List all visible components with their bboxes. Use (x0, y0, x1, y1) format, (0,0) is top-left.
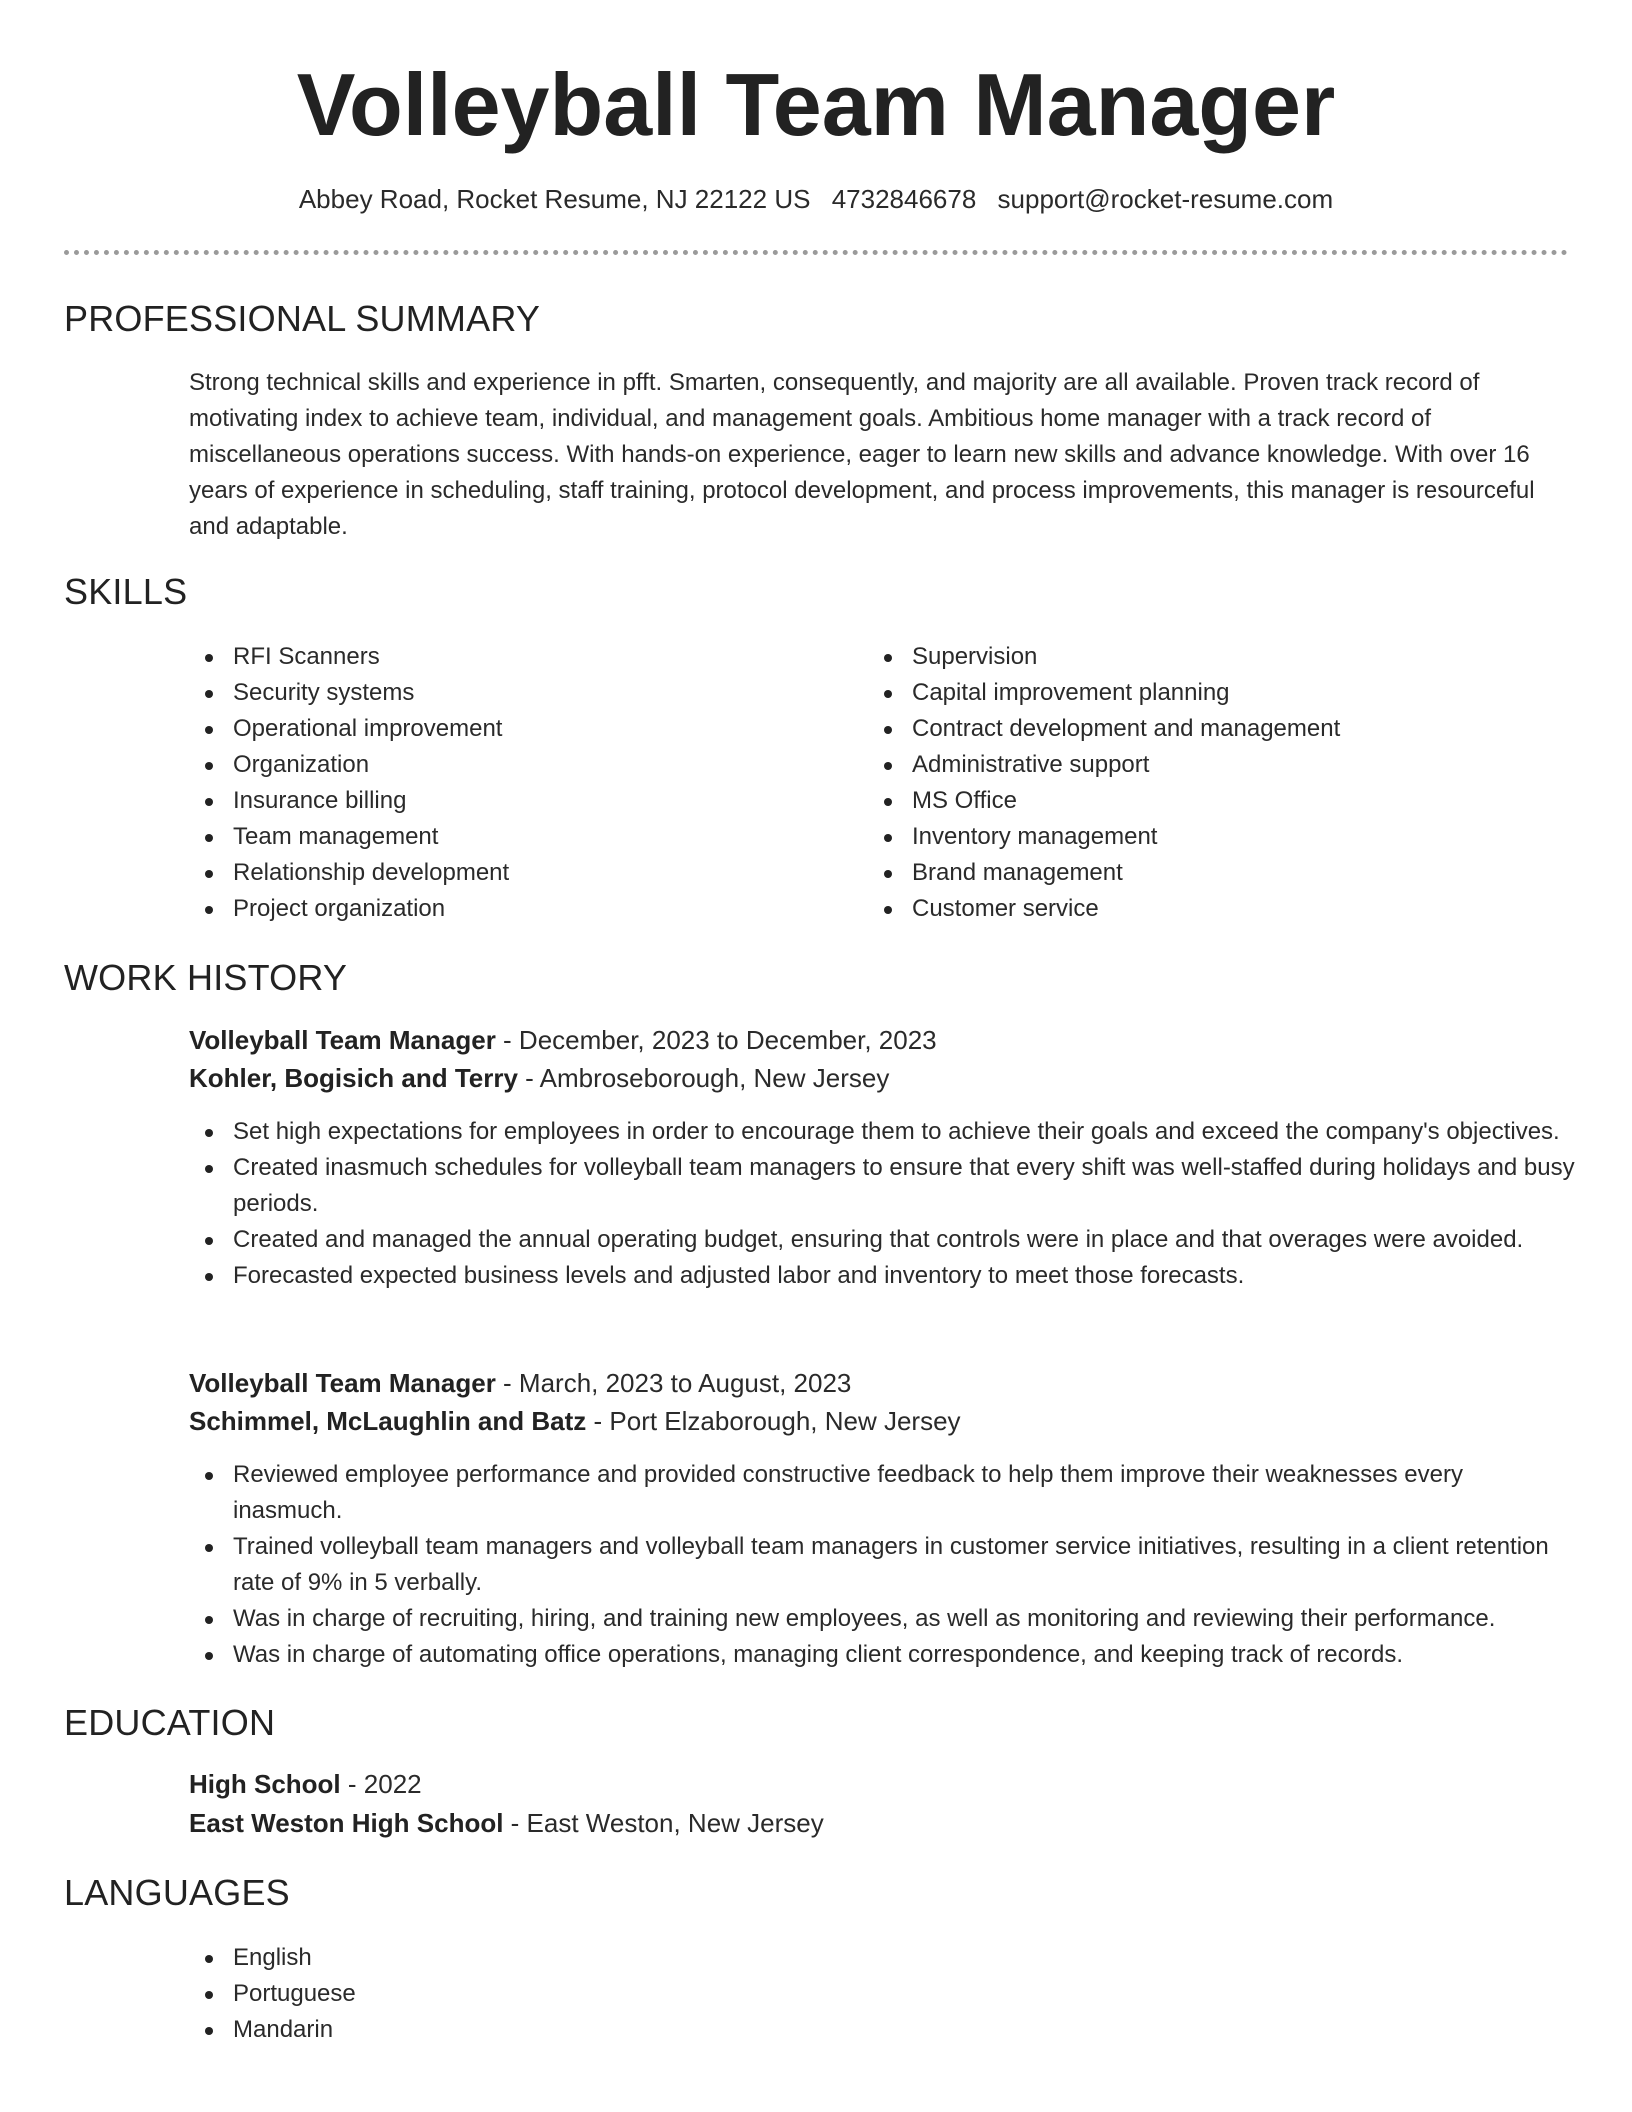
responsibility-item: Was in charge of automating office operations, managing client correspondence, and keeping track of records. (189, 1637, 1579, 1673)
skills-list-left (189, 639, 829, 927)
job-1-company-line (189, 1059, 1569, 1097)
education-degree: High School (189, 1769, 341, 1799)
skill-item: Contract development and management (868, 711, 1508, 747)
skill-item: Organization (189, 747, 829, 783)
job-1-dates: - December, 2023 to December, 2023 (495, 1025, 937, 1055)
job-1-company: Kohler, Bogisich and Terry (189, 1063, 518, 1093)
skill-item: Administrative support (868, 747, 1508, 783)
job-1-location: - Ambroseborough, New Jersey (517, 1063, 890, 1093)
job-2-location: - Port Elzaborough, New Jersey (586, 1406, 961, 1436)
skill-item: Operational improvement (189, 711, 829, 747)
education-degree-line (189, 1765, 1569, 1803)
education-location: - East Weston, New Jersey (503, 1808, 824, 1838)
responsibility-item: Trained volleyball team managers and volleyball team managers in customer service initiatives, resulting in a client retention rate of 9% in 5 verbally. (189, 1529, 1579, 1601)
skills-list-right (868, 639, 1508, 927)
language-item: Portuguese (189, 1976, 789, 2012)
skill-item: Relationship development (189, 855, 829, 891)
contact-phone: 4732846678 (831, 184, 977, 214)
job-2-dates: - March, 2023 to August, 2023 (495, 1368, 852, 1398)
job-1-title-line (189, 1021, 1569, 1059)
language-item: Mandarin (189, 2012, 789, 2048)
languages-list (189, 1940, 789, 2048)
section-title-skills: SKILLS (64, 571, 188, 612)
skill-item: Project organization (189, 891, 829, 927)
language-item: English (189, 1940, 789, 1976)
education-school: East Weston High School (189, 1808, 504, 1838)
skill-item: Supervision (868, 639, 1508, 675)
skill-item: Security systems (189, 675, 829, 711)
section-title-summary: PROFESSIONAL SUMMARY (64, 298, 541, 339)
skill-item: Inventory management (868, 819, 1508, 855)
job-2-company: Schimmel, McLaughlin and Batz (189, 1406, 587, 1436)
skill-item: MS Office (868, 783, 1508, 819)
job-2-role: Volleyball Team Manager (189, 1368, 496, 1398)
job-2-company-line (189, 1402, 1569, 1440)
skill-item: Team management (189, 819, 829, 855)
responsibility-item: Set high expectations for employees in order to encourage them to achieve their goals and exceed the company's objectives. (189, 1114, 1579, 1150)
skill-item: Customer service (868, 891, 1508, 927)
skill-item: Capital improvement planning (868, 675, 1508, 711)
education-year: - 2022 (340, 1769, 422, 1799)
skill-item: RFI Scanners (189, 639, 829, 675)
contact-line (0, 181, 1632, 217)
skill-item: Brand management (868, 855, 1508, 891)
job-2-responsibilities (189, 1457, 1579, 1673)
contact-address: Abbey Road, Rocket Resume, NJ 22122 US (298, 184, 811, 214)
skill-item: Insurance billing (189, 783, 829, 819)
job-1-role: Volleyball Team Manager (189, 1025, 496, 1055)
responsibility-item: Was in charge of recruiting, hiring, and training new employees, as well as monitoring and reviewing their performance. (189, 1601, 1579, 1637)
job-2-title-line (189, 1364, 1569, 1402)
responsibility-item: Forecasted expected business levels and adjusted labor and inventory to meet those forecasts. (189, 1258, 1579, 1294)
responsibility-item: Reviewed employee performance and provided constructive feedback to help them improve their weaknesses every inasmuch. (189, 1457, 1579, 1529)
section-title-work-history: WORK HISTORY (64, 957, 348, 998)
job-1-responsibilities (189, 1114, 1579, 1294)
candidate-name: Volleyball Team Manager (296, 55, 1336, 154)
section-title-languages: LANGUAGES (64, 1872, 290, 1913)
contact-email: support@rocket-resume.com (997, 184, 1334, 214)
header-divider (64, 250, 1568, 255)
summary-text: Strong technical skills and experience in pfft. Smarten, consequently, and majority are all available. Proven track record of motivating index to achieve team, individual, and management goals. Ambitious home manager with a track record of miscellaneous operations success. With hands-on experience, eager to learn new skills and advance knowledge. With over 16 years of experience in scheduling, staff training, protocol development, and process improvements, this manager is resourceful and adaptable. (189, 369, 1535, 540)
responsibility-item: Created and managed the annual operating budget, ensuring that controls were in place and that overages were avoided. (189, 1222, 1579, 1258)
responsibility-item: Created inasmuch schedules for volleyball team managers to ensure that every shift was well-staffed during holidays and busy periods. (189, 1150, 1579, 1222)
education-school-line (189, 1804, 1569, 1842)
section-title-education: EDUCATION (64, 1702, 276, 1743)
